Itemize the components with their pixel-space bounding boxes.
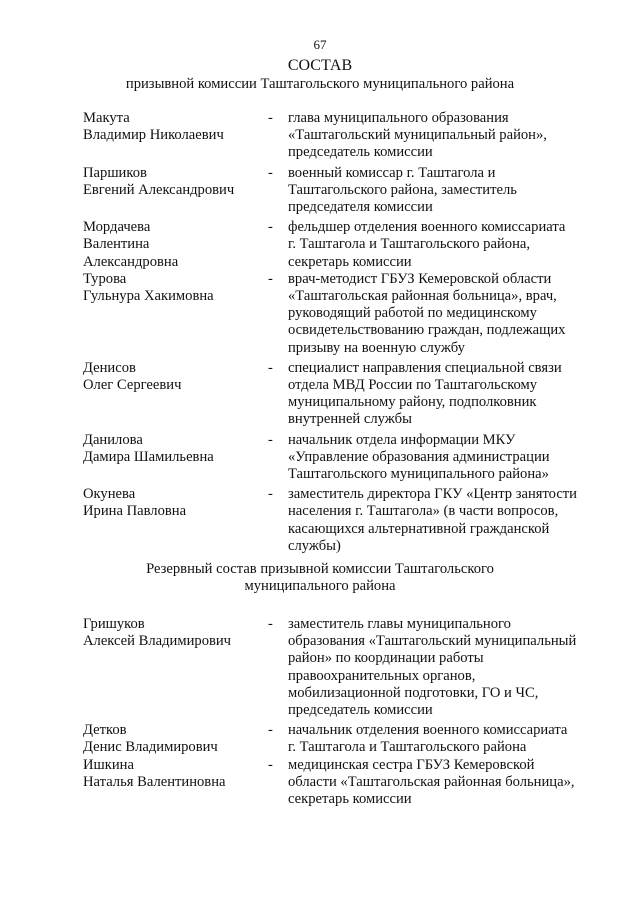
member-name-line: Валентина	[83, 236, 150, 253]
member-role-line: начальник отдела информации МКУ	[288, 431, 516, 448]
document-title: СОСТАВ	[287, 57, 353, 74]
member-role-line: заместитель директора ГКУ «Центр занятости	[288, 486, 577, 503]
member-dash: -	[268, 431, 273, 448]
member-name	[83, 360, 268, 394]
member-row	[83, 360, 593, 429]
member-name-line: Денисов	[83, 359, 136, 376]
member-role-line: населения г. Таштагола» (в части вопросов,	[288, 503, 559, 520]
member-role-line: Таштагольского района, заместитель	[288, 181, 517, 198]
reserve-heading-line: муниципального района	[244, 578, 396, 595]
member-role-line: правоохранительных органов,	[288, 667, 476, 684]
member-name	[83, 486, 268, 520]
member-role-line: области «Таштагольская районная больница»,	[288, 773, 575, 790]
member-name	[83, 271, 268, 305]
member-dash: -	[268, 110, 273, 126]
member-name-line: Дамира Шамильевна	[83, 448, 214, 465]
member-role-line: мобилизационной подготовки, ГО и ЧС,	[288, 684, 539, 701]
member-role-line: специалист направления специальной связи	[288, 359, 562, 376]
member-role-line: начальник отделения военного комиссариата	[288, 722, 568, 739]
member-role	[288, 165, 593, 217]
member-row	[83, 616, 593, 719]
member-name	[83, 616, 268, 650]
member-row	[83, 486, 593, 555]
member-name-line: Владимир Николаевич	[83, 127, 224, 144]
member-row	[83, 110, 593, 162]
member-name-line: Гришуков	[83, 616, 145, 632]
member-dash: -	[268, 756, 273, 773]
member-role-line: район» по координации работы	[288, 650, 484, 667]
member-role-line: муниципальному району, подполковник	[288, 394, 537, 411]
member-dash: -	[268, 359, 273, 376]
member-row	[83, 757, 593, 809]
member-name-line: Паршиков	[83, 164, 147, 181]
member-role	[288, 486, 593, 555]
member-name-line: Олег Сергеевич	[83, 377, 182, 394]
member-role-line: отдела МВД России по Таштагольскому	[288, 377, 538, 394]
member-name-line: Турова	[83, 270, 127, 287]
member-name	[83, 110, 268, 144]
member-dash: -	[268, 164, 273, 181]
member-role	[288, 271, 593, 357]
member-name-line: Окунева	[83, 486, 136, 503]
member-role-line: председатель комиссии	[288, 702, 433, 719]
member-role-line: медицинская сестра ГБУЗ Кемеровской	[288, 756, 535, 773]
member-name-line: Наталья Валентиновна	[83, 773, 226, 790]
member-row	[83, 432, 593, 484]
member-name-line: Алексей Владимирович	[83, 633, 232, 650]
member-role	[288, 110, 593, 162]
reserve-heading-line: Резервный состав призывной комиссии Таштагольского	[146, 561, 494, 577]
member-dash: -	[268, 486, 273, 503]
member-dash: -	[268, 270, 273, 287]
member-name-line: Денис Владимирович	[83, 739, 218, 756]
member-role-line: г. Таштагола и Таштагольского района,	[288, 236, 530, 253]
member-name	[83, 165, 268, 199]
member-role-line: глава муниципального образования	[288, 110, 509, 126]
member-role-line: «Таштагольский муниципальный район»,	[288, 127, 547, 144]
member-role-line: фельдшер отделения военного комиссариата	[288, 219, 566, 236]
member-role-line: председатель комиссии	[288, 144, 433, 161]
member-role-line: секретарь комиссии	[288, 791, 412, 808]
member-role-line: секретарь комиссии	[288, 253, 412, 270]
member-role	[288, 722, 593, 756]
member-name-line: Макута	[83, 110, 130, 126]
member-name-line: Детков	[83, 722, 127, 739]
member-role-line: руководящий работой по медицинскому	[288, 305, 537, 322]
member-role	[288, 432, 593, 484]
member-role	[288, 616, 593, 719]
member-role-line: касающихся альтернативной гражданской	[288, 520, 550, 537]
member-role	[288, 360, 593, 429]
member-dash: -	[268, 219, 273, 236]
member-role-line: г. Таштагола и Таштагольского района	[288, 739, 527, 756]
member-role-line: освидетельствованию граждан, подлежащих	[288, 322, 566, 339]
member-role-line: внутренней службы	[288, 411, 412, 428]
member-row	[83, 271, 593, 357]
member-dash: -	[268, 616, 273, 632]
member-name-line: Гульнура Хакимовна	[83, 288, 214, 305]
member-role-line: службы)	[288, 537, 341, 554]
member-role	[288, 219, 593, 271]
member-role-line: «Управление образования администрации	[288, 448, 550, 465]
member-name	[83, 219, 268, 271]
member-role-line: Таштагольского муниципального района»	[288, 466, 549, 483]
reserve-members-list	[83, 616, 593, 808]
member-role-line: «Таштагольская районная больница», врач,	[288, 288, 557, 305]
member-row	[83, 165, 593, 217]
member-name-line: Ирина Павловна	[83, 503, 187, 520]
member-role-line: врач-методист ГБУЗ Кемеровской области	[288, 270, 552, 287]
page-number: 67	[313, 37, 327, 52]
main-members-list	[83, 110, 593, 555]
member-row	[83, 722, 593, 756]
member-role	[288, 757, 593, 809]
member-dash: -	[268, 722, 273, 739]
reserve-heading	[0, 561, 640, 595]
member-name-line: Александровна	[83, 253, 179, 270]
member-name	[83, 757, 268, 791]
member-name-line: Ишкина	[83, 756, 134, 773]
member-name-line: Мордачева	[83, 219, 151, 236]
member-row	[83, 219, 593, 271]
member-name	[83, 722, 268, 756]
member-role-line: заместитель главы муниципального	[288, 616, 511, 632]
member-role-line: образования «Таштагольский муниципальный	[288, 633, 577, 650]
member-name	[83, 432, 268, 466]
member-name-line: Евгений Александрович	[83, 181, 235, 198]
member-role-line: председателя комиссии	[288, 199, 433, 216]
document-subtitle: призывной комиссии Таштагольского муниципального района	[125, 76, 515, 92]
member-role-line: военный комиссар г. Таштагола и	[288, 164, 496, 181]
member-role-line: призыву на военную службу	[288, 339, 465, 356]
member-name-line: Данилова	[83, 431, 143, 448]
